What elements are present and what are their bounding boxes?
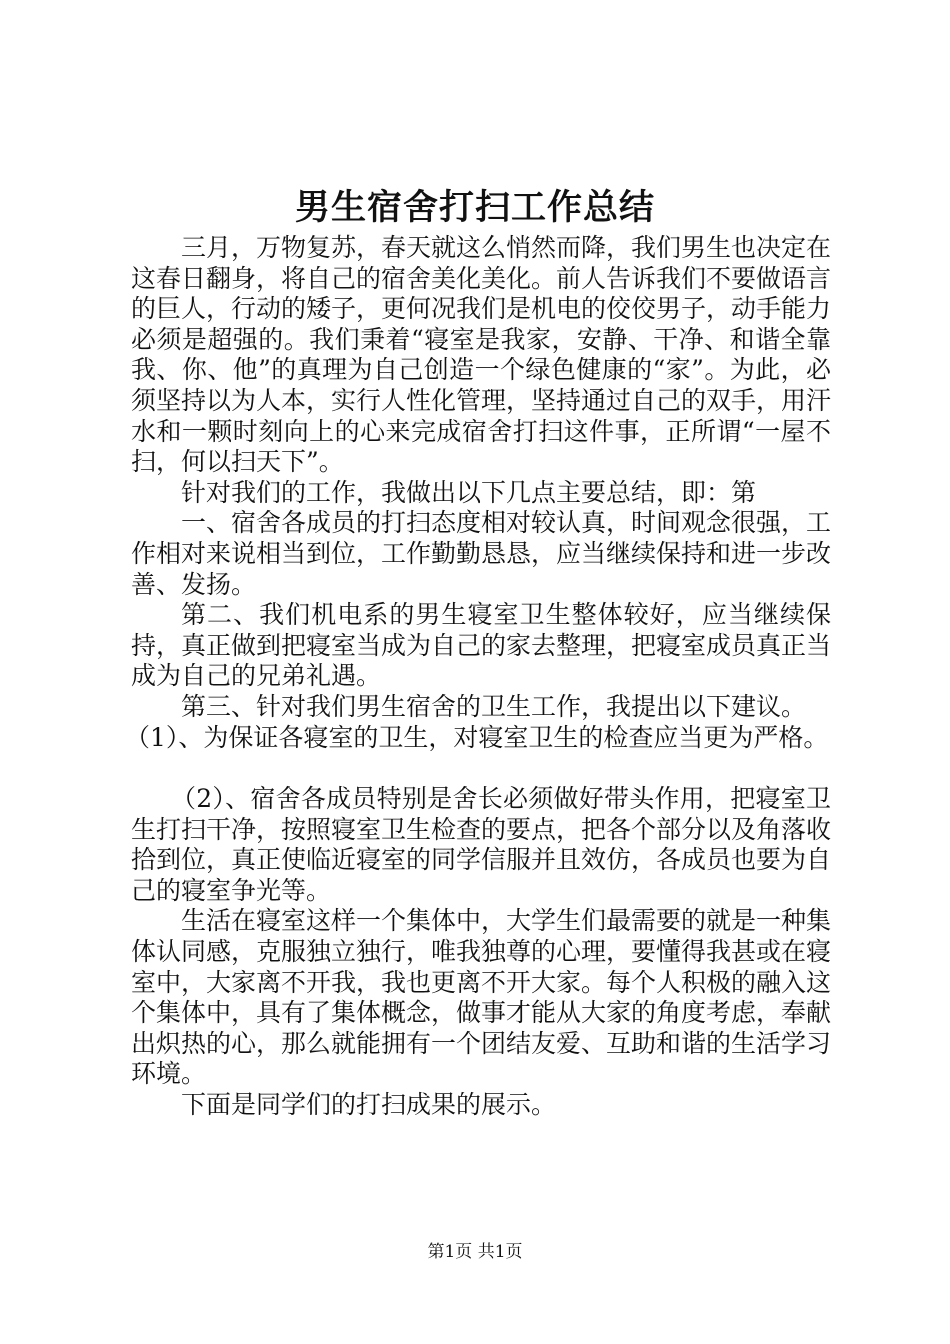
- paragraph-point-two: 第二、我们机电系的男生寝室卫生整体较好，应当继续保持，真正做到把寝室当成为自己的家去整理，把寝室成员真正当成为自己的兄弟礼遇。: [131, 600, 832, 691]
- document-title: 男生宿舍打扫工作总结: [294, 187, 655, 228]
- paragraph-intro: 三月，万物复苏，春天就这么悄然而降，我们男生也决定在这春日翻身，将自己的宿舍美化美化。前人告诉我们不要做语言的巨人，行动的矮子，更何况我们是机电的佼佼男子，动手能力必须是超强的。我们秉着“寝室是我家，安静、干净、和谐全靠我、你、他”的真理为自己创造一个绿色健康的“家”。为此，必须坚持以为人本，实行人性化管理，坚持通过自己的双手，用汗水和一颗时刻向上的心来完成宿舍打扫这件事，正所谓“一屋不扫，何以扫天下”。: [131, 233, 832, 477]
- document-body: [125, 233, 832, 1121]
- paragraph-closing: 下面是同学们的打扫成果的展示。: [181, 1090, 557, 1120]
- paragraph-collective: 生活在寝室这样一个集体中，大学生们最需要的就是一种集体认同感，克服独立独行，唯我独尊的心理，要懂得我甚或在寝室中，大家离不开我，我也更离不开大家。每个人积极的融入这个集体中，具有了集体概念，做事才能从大家的角度考虑，奉献出炽热的心，那么就能拥有一个团结友爱、互助和谐的生活学习环境。: [131, 906, 832, 1089]
- paragraph-point-one: 一、宿舍各成员的打扫态度相对较认真，时间观念很强，工作相对来说相当到位，工作勤勤恳恳，应当继续保持和进一步改善、发扬。: [131, 508, 832, 599]
- paragraph-suggestion-one: （1）、为保证各寝室的卫生，对寝室卫生的检查应当更为严格。: [125, 722, 829, 752]
- paragraph-summary-lead: 针对我们的工作，我做出以下几点主要总结，即：第: [181, 477, 757, 507]
- paragraph-point-three: 第三、针对我们男生宿舍的卫生工作，我提出以下建议。: [181, 691, 807, 721]
- page-number-footer: 第1页 共1页: [427, 1242, 523, 1262]
- paragraph-suggestion-two: （2）、宿舍各成员特别是舍长必须做好带头作用，把寝室卫生打扫干净，按照寝室卫生检查的要点，把各个部分以及角落收拾到位，真正使临近寝室的同学信服并且效仿，各成员也要为自己的寝室争光等。: [131, 784, 832, 905]
